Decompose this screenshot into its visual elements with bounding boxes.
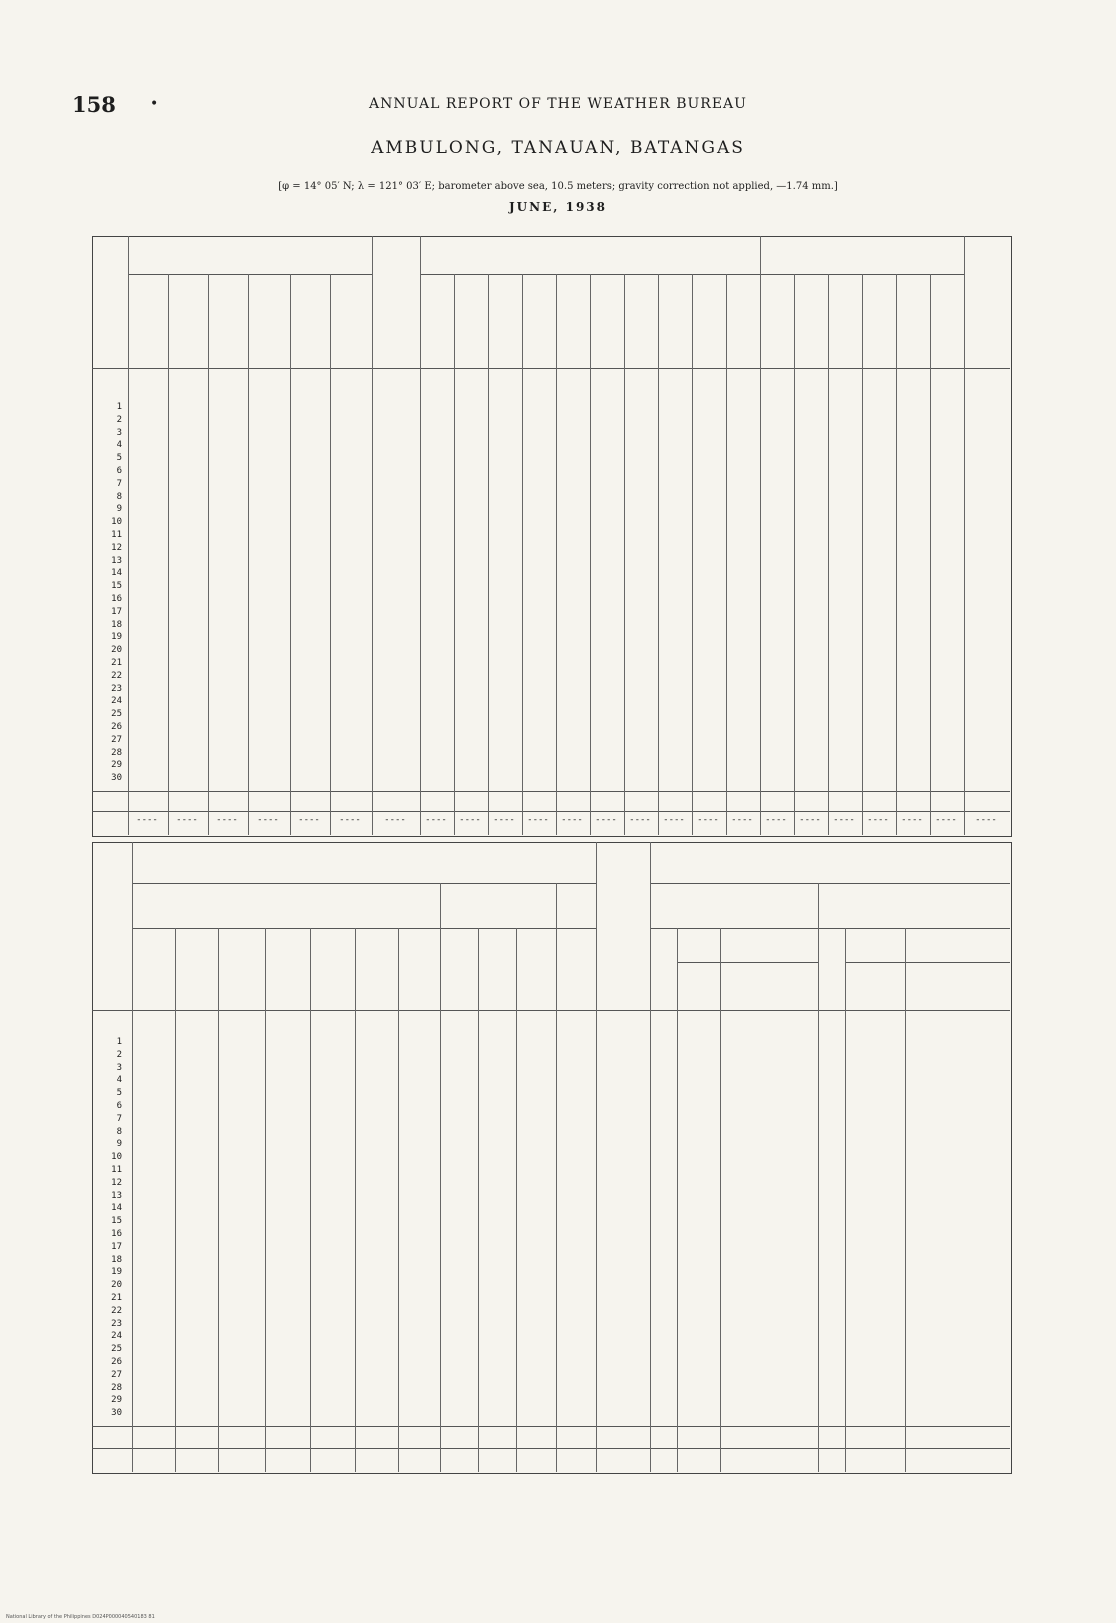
bottom-table-frame [92, 842, 1012, 1474]
column-rule [310, 928, 311, 1472]
column-header [906, 290, 920, 360]
day-number: 21 [111, 1293, 122, 1303]
day-number: 25 [111, 709, 122, 720]
total-placeholder: ---- [425, 815, 447, 825]
day-number: 4 [116, 440, 122, 451]
day-number: 13 [111, 1190, 122, 1201]
column-header [141, 290, 155, 360]
total-placeholder: ---- [136, 815, 158, 825]
column-rule [905, 928, 906, 1472]
column-rule [168, 274, 169, 835]
day-number: 13 [111, 555, 122, 566]
column-rule [726, 274, 727, 835]
column-rule [720, 928, 721, 1472]
total-placeholder: ---- [935, 815, 957, 825]
total-placeholder: ---- [697, 815, 719, 825]
header-rule [92, 368, 1010, 369]
day-number: 6 [116, 466, 122, 476]
total-placeholder: ---- [298, 815, 320, 825]
column-header [452, 940, 466, 1002]
day-number: 1 [116, 1037, 122, 1047]
column-rule [658, 274, 659, 835]
day-number: 2 [116, 414, 122, 425]
column-header [221, 290, 235, 360]
column-header [824, 950, 838, 1002]
column-rule [516, 928, 517, 1472]
total-placeholder: ---- [765, 815, 787, 825]
column-header [804, 290, 818, 360]
column-header [940, 290, 954, 360]
day-number: 10 [111, 1152, 122, 1163]
day-number: 16 [111, 594, 122, 604]
direction-group-rule [132, 928, 440, 929]
day-number: 22 [111, 1305, 122, 1316]
day-number: 7 [116, 478, 122, 489]
total-placeholder: ---- [216, 815, 238, 825]
column-rule [330, 274, 331, 835]
total-placeholder: ---- [975, 815, 997, 825]
running-header: ANNUAL REPORT OF THE WEATHER BUREAU [369, 96, 747, 112]
column-rule [818, 883, 819, 1472]
column-header [464, 290, 478, 360]
column-rule [440, 883, 441, 1472]
day-number: 15 [111, 581, 122, 592]
day-number: 18 [111, 619, 122, 630]
column-rule [896, 274, 897, 835]
total-placeholder: ---- [176, 815, 198, 825]
form-rule-6am [677, 962, 818, 963]
clouds-group-rule [650, 883, 1010, 884]
column-rule [355, 928, 356, 1472]
cloud-time-rule [650, 928, 1010, 929]
month-title: JUNE, 1938 [508, 200, 607, 214]
column-header [262, 290, 276, 360]
day-number: 3 [116, 427, 122, 438]
column-rule [128, 236, 129, 835]
day-number: 27 [111, 734, 122, 745]
movement-group-rule [440, 928, 596, 929]
total-placeholder: ---- [595, 815, 617, 825]
day-number: 16 [111, 1229, 122, 1239]
column-rule [290, 274, 291, 835]
column-rule [556, 883, 557, 1472]
form-rule-2pm [845, 962, 1010, 963]
day-number: 8 [116, 491, 122, 502]
column-header [656, 950, 670, 1002]
station-coordinates: [φ = 14° 05′ N; λ = 121° 03′ E; barometer above sea, 10.5 meters; gravity correction not applied, —1.74 mm.] [278, 181, 838, 192]
column-header [838, 290, 852, 360]
day-number: 1 [116, 402, 122, 412]
column-header [872, 290, 886, 360]
day-number: 22 [111, 670, 122, 681]
day-number: 26 [111, 722, 122, 732]
column-rule [590, 274, 591, 835]
day-number: 28 [111, 747, 122, 758]
column-header [147, 940, 161, 1002]
column-rule [454, 274, 455, 835]
column-rule [132, 842, 133, 1472]
total-placeholder: ---- [493, 815, 515, 825]
total-placeholder: ---- [384, 815, 406, 825]
total-placeholder: ---- [833, 815, 855, 825]
column-header [634, 290, 648, 360]
column-header [344, 290, 358, 360]
column-rule [760, 236, 761, 835]
wind-group-rule [132, 883, 596, 884]
total-placeholder: ---- [339, 815, 361, 825]
day-number: 9 [116, 504, 122, 515]
day-number: 11 [111, 530, 122, 540]
day-number: 7 [116, 1113, 122, 1124]
column-rule [488, 274, 489, 835]
day-number: 20 [111, 645, 122, 656]
column-header [529, 940, 543, 1002]
column-header [430, 290, 444, 360]
column-header [532, 290, 546, 360]
column-rule [420, 236, 421, 835]
day-number: 4 [116, 1075, 122, 1086]
day-number: 12 [111, 1177, 122, 1188]
total-placeholder: ---- [901, 815, 923, 825]
day-number: 18 [111, 1254, 122, 1265]
day-number: 30 [111, 1408, 122, 1419]
day-number: 6 [116, 1101, 122, 1111]
column-header [603, 890, 631, 1002]
day-number: 27 [111, 1369, 122, 1380]
day-number: 17 [111, 606, 122, 617]
column-header [370, 940, 384, 1002]
day-number: 23 [111, 683, 122, 694]
column-rule [398, 928, 399, 1472]
day-number: 14 [111, 1203, 122, 1214]
scan-footer: National Library of the Philippines D024P000040540183 81 [6, 1614, 155, 1620]
body-rule [92, 1426, 1010, 1427]
column-rule [372, 236, 373, 835]
page-number: 158 [72, 92, 116, 117]
station-title: AMBULONG, TANAUAN, BATANGAS [371, 138, 745, 158]
total-placeholder: ---- [459, 815, 481, 825]
pressure-group-rule [128, 274, 372, 275]
day-number: 17 [111, 1241, 122, 1252]
day-number: 15 [111, 1216, 122, 1227]
column-rule [218, 928, 219, 1472]
rain-column-header [974, 240, 1002, 364]
total-placeholder: ---- [663, 815, 685, 825]
column-header [412, 940, 426, 1002]
column-rule [692, 274, 693, 835]
column-rule [794, 274, 795, 835]
day-number: 9 [116, 1139, 122, 1150]
column-header [736, 290, 750, 360]
total-placeholder: ---- [867, 815, 889, 825]
column-rule [862, 274, 863, 835]
column-rule [478, 928, 479, 1472]
column-header [281, 940, 295, 1002]
day-number: 10 [111, 517, 122, 528]
total-placeholder: ---- [561, 815, 583, 825]
column-rule [650, 842, 651, 1472]
day-number: 5 [116, 453, 122, 464]
day-number: 5 [116, 1088, 122, 1099]
day-number: 19 [111, 1267, 122, 1278]
column-header [326, 940, 340, 1002]
column-header [600, 290, 614, 360]
day-number: 11 [111, 1165, 122, 1175]
day-number: 25 [111, 1344, 122, 1355]
column-rule [208, 274, 209, 835]
column-header [668, 290, 682, 360]
day-number: 30 [111, 773, 122, 784]
column-header [702, 290, 716, 360]
mean-rule [92, 1448, 1010, 1449]
total-placeholder: ---- [527, 815, 549, 825]
column-header [490, 940, 504, 1002]
body-rule [92, 791, 1010, 792]
column-rule [964, 236, 965, 835]
column-rule [624, 274, 625, 835]
column-header [498, 290, 512, 360]
column-header [566, 290, 580, 360]
day-number: 28 [111, 1382, 122, 1393]
column-rule [248, 274, 249, 835]
day-number: 24 [111, 1331, 122, 1342]
total-placeholder: ---- [257, 815, 279, 825]
day-number: 23 [111, 1318, 122, 1329]
day-number: 21 [111, 658, 122, 668]
column-header [389, 290, 403, 360]
day-number: 3 [116, 1062, 122, 1073]
mean-rule [92, 811, 1010, 812]
day-number: 8 [116, 1126, 122, 1137]
day-number: 29 [111, 1395, 122, 1406]
total-placeholder: ---- [731, 815, 753, 825]
column-rule [677, 928, 678, 1472]
day-number: 26 [111, 1357, 122, 1367]
day-number: 20 [111, 1280, 122, 1291]
day-number: 12 [111, 542, 122, 553]
column-header [770, 290, 784, 360]
total-placeholder: ---- [799, 815, 821, 825]
day-number: 2 [116, 1049, 122, 1060]
column-rule [828, 274, 829, 835]
day-number: 24 [111, 696, 122, 707]
column-header [190, 940, 204, 1002]
column-rule [845, 928, 846, 1472]
header-rule [92, 1010, 1010, 1011]
column-rule [522, 274, 523, 835]
day-number: 19 [111, 632, 122, 643]
total-placeholder: ---- [629, 815, 651, 825]
day-number: 29 [111, 760, 122, 771]
page-mark: • [150, 96, 159, 112]
column-rule [265, 928, 266, 1472]
column-header [303, 290, 317, 360]
column-header [235, 940, 249, 1002]
column-rule [930, 274, 931, 835]
column-rule [556, 274, 557, 835]
column-header [181, 290, 195, 360]
column-rule [175, 928, 176, 1472]
column-rule [596, 842, 597, 1472]
day-number: 14 [111, 568, 122, 579]
